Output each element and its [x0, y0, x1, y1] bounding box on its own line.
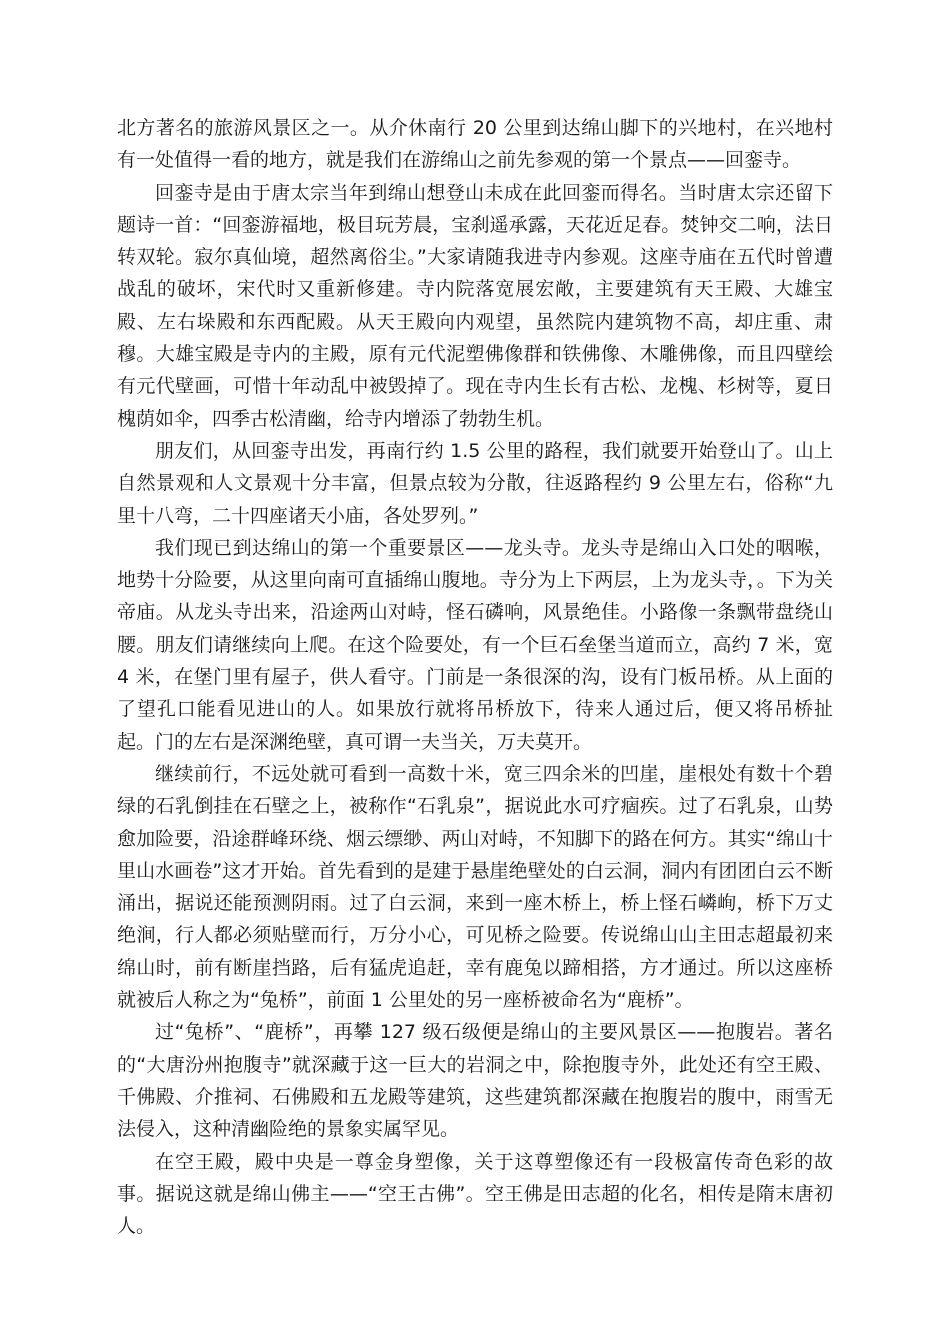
document-body	[117, 112, 833, 1242]
paragraph-3: 朋友们，从回銮寺出发，再南行约 1.5 公里的路程，我们就要开始登山了。山上自然景观和人文景观十分丰富，但景点较为分散，往返路程约 9 公里左右，俗称“九里十八弯，二十四座诸天小庙，各处罗列。”	[117, 439, 833, 527]
paragraph-1: 北方著名的旅游风景区之一。从介休南行 20 公里到达绵山脚下的兴地村，在兴地村有一处值得一看的地方，就是我们在游绵山之前先参观的第一个景点——回銮寺。	[117, 117, 833, 172]
paragraph-6: 过“兔桥”、“鹿桥”，再攀 127 级石级便是绵山的主要风景区——抱腹岩。著名的“大唐汾州抱腹寺”就深藏于这一巨大的岩洞之中，除抱腹寺外，此处还有空王殿、千佛殿、介推祠、石佛殿和五龙殿等建筑，这些建筑都深藏在抱腹岩的腹中，雨雪无法侵入，这种清幽险绝的景象实属罕见。	[117, 1021, 833, 1141]
paragraph-2: 回銮寺是由于唐太宗当年到绵山想登山未成在此回銮而得名。当时唐太宗还留下题诗一首：“回銮游福地，极目玩芳晨，宝刹遥承露，天花近足春。焚钟交二响，法日转双轮。寂尔真仙境，超然离俗尘。”大家请随我进寺内参观。这座寺庙在五代时曾遭战乱的破坏，宋代时又重新修建。寺内院落宽展宏敞，主要建筑有天王殿、大雄宝殿、左右垛殿和东西配殿。从天王殿向内观望，虽然院内建筑物不高，却庄重、肃穆。大雄宝殿是寺内的主殿，原有元代泥塑佛像群和铁佛像、木雕佛像，而且四壁绘有元代壁画，可惜十年动乱中被毁掉了。现在寺内生长有古松、龙槐、杉树等，夏日槐荫如伞，四季古松清幽，给寺内增添了勃勃生机。	[117, 181, 833, 430]
paragraph-7: 在空王殿，殿中央是一尊金身塑像，关于这尊塑像还有一段极富传奇色彩的故事。据说这就是绵山佛主——“空王古佛”。空王佛是田志超的化名，相传是隋末唐初人。	[117, 1150, 833, 1238]
paragraph-4: 我们现已到达绵山的第一个重要景区——龙头寺。龙头寺是绵山入口处的咽喉，地势十分险要，从这里向南可直插绵山腹地。寺分为上下两层，上为龙头寺，。下为关帝庙。从龙头寺出来，沿途两山对峙，怪石磷响，风景绝佳。小路像一条飘带盘绕山腰。朋友们请继续向上爬。在这个险要处，有一个巨石垒堡当道而立，高约 7 米，宽 4 米，在堡门里有屋子，供人看守。门前是一条很深的沟，设有门板吊桥。从上面的了望孔口能看见进山的人。如果放行就将吊桥放下，待来人通过后，便又将吊桥扯起。门的左右是深渊绝壁，真可谓一夫当关，万夫莫开。	[117, 536, 833, 753]
paragraph-5: 继续前行，不远处就可看到一高数十米，宽三四余米的凹崖，崖根处有数十个碧绿的石乳倒挂在石壁之上，被称作“石乳泉”，据说此水可疗痼疾。过了石乳泉，山势愈加险要，沿途群峰环绕、烟云缥缈、两山对峙，不知脚下的路在何方。其实“绵山十里山水画卷”这才开始。首先看到的是建于悬崖绝壁处的白云洞，洞内有团团白云不断涌出，据说还能预测阴雨。过了白云洞，来到一座木桥上，桥上怪石嶙峋，桥下万丈绝涧，行人都必须贴壁而行，万分小心，可见桥之险要。传说绵山山主田志超最初来绵山时，前有断崖挡路，后有猛虎追赶，幸有鹿兔以蹄相搭，方才通过。所以这座桥就被后人称之为“兔桥”，前面 1 公里处的另一座桥被命名为“鹿桥”。	[117, 762, 833, 1012]
